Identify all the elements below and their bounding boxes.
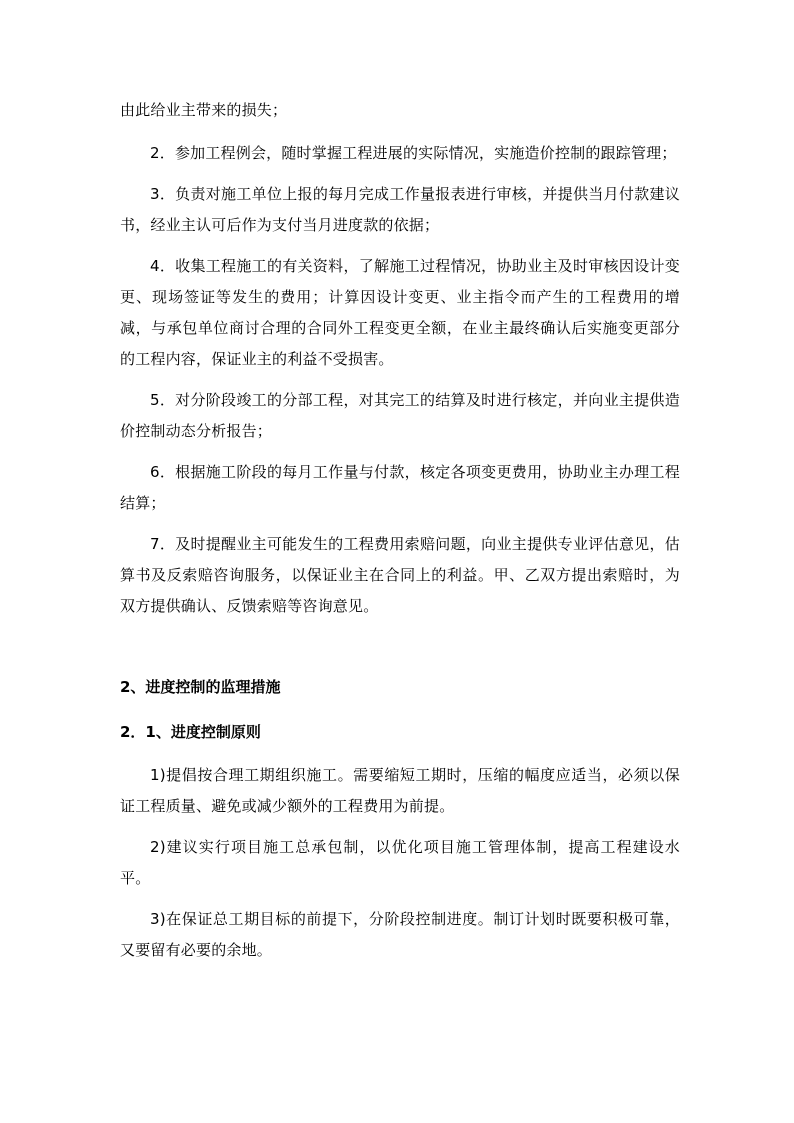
section-spacer	[120, 632, 680, 672]
paragraph-item-2: 2．参加工程例会，随时掌握工程进展的实际情况，实施造价控制的跟踪管理；	[150, 144, 677, 162]
paragraph-item-5: 5．对分阶段竣工的分部工程，对其完工的结算及时进行核定，并向业主提供造价控制动态分析报告；	[120, 391, 680, 440]
paragraph-item-3: 3．负责对施工单位上报的每月完成工作量报表进行审核，并提供当月付款建议书，经业主认可后作为支付当月进度款的依据；	[120, 185, 680, 234]
paragraph-item-7: 7．及时提醒业主可能发生的工程费用索赔问题，向业主提供专业评估意见，估算书及反索赔咨询服务，以保证业主在合同上的利益。甲、乙双方提出索赔时，为双方提供确认、反馈索赔等咨询意见。	[120, 535, 680, 615]
paragraph-item-4: 4．收集工程施工的有关资料，了解施工过程情况，协助业主及时审核因设计变更、现场签证等发生的费用；计算因设计变更、业主指令而产生的工程费用的增减，与承包单位商讨合理的合同外工程变更全额，在业主最终确认后实施变更部分的工程内容，保证业主的利益不受损害。	[120, 257, 680, 368]
paragraph-item-6: 6．根据施工阶段的每月工作量与付款，核定各项变更费用，协助业主办理工程结算；	[120, 463, 680, 512]
subsection-heading: 2．1、进度控制原则	[120, 723, 261, 741]
principle-item-2: 2)建议实行项目施工总承包制，以优化项目施工管理体制，提高工程建设水平。	[120, 838, 680, 887]
document-body	[120, 95, 680, 976]
section-heading: 2、进度控制的监理措施	[120, 678, 281, 696]
paragraph-continuation: 由此给业主带来的损失；	[120, 101, 288, 119]
principle-item-3: 3)在保证总工期目标的前提下，分阶段控制进度。制订计划时既要积极可靠，又要留有必要的余地。	[120, 910, 680, 959]
principle-item-1: 1)提倡按合理工期组织施工。需要缩短工期时，压缩的幅度应适当，必须以保证工程质量、避免或减少额外的工程费用为前提。	[120, 766, 680, 815]
